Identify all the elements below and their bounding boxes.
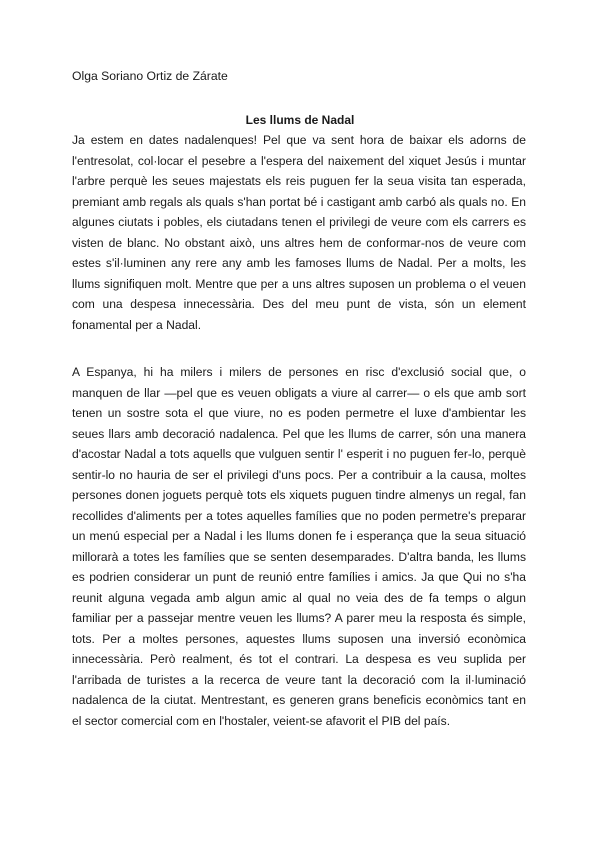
author-name: Olga Soriano Ortiz de Zárate	[72, 69, 228, 83]
paragraph-1: Ja estem en dates nadalenques! Pel que va sent hora de baixar els adorns de l'entresolat, col·locar el pesebre a l'espera del naixement del xiquet Jesús i muntar l'arbre perquè les seues majestats els reis puguen fer la seua visita tan esperada, premiant amb regals als quals s'han portat bé i castigant amb carbó als quals no. En algunes ciutats i pobles, els ciutadans tenen el privilegi de veure com els carrers es visten de blanc. No obstant això, uns altres hem de conformar-nos de veure com estes s'il·luminen any rere any amb les famoses llums de Nadal. Per a molts, les llums signifiquen molt. Mentre que per a uns altres suposen un problema o el veuen com una despesa innecessària. Des del meu punt de vista, són un element fonamental per a Nadal.	[72, 133, 526, 332]
document-title: Les llums de Nadal	[245, 113, 355, 127]
paragraph-2: A Espanya, hi ha milers i milers de persones en risc d'exclusió social que, o manquen de llar —pel que es veuen obligats a viure al carrer— o els que amb sort tenen un sostre sota el que viure, no es poden permetre el luxe d'ambientar les seues llars amb decoració nadalenca. Pel que les llums de carrer, són una manera d'acostar Nadal a tots aquells que vulguen sentir l' esperit i no puguen fer-lo, perquè sentir-lo no hauria de ser el privilegi d'uns pocs. Per a contribuir a la causa, moltes persones donen joguets perquè tots els xiquets puguen tindre almenys un regal, fan recollides d'aliments per a totes aquelles famílies que no poden permetre's preparar un menú especial per a Nadal i les llums donen fe i esperança que la seua situació millorarà a totes les famílies que se senten desemparades. D'altra banda, les llums es podrien considerar un punt de reunió entre famílies i amics. Ja que Qui no s'ha reunit alguna vegada amb algun amic al qual no veia des de fa temps o algun familiar per a passejar mentre veuen les llums? A parer meu la resposta és simple, tots. Per a moltes persones, aquestes llums suposen una inversió econòmica innecessària. Però realment, és tot el contrari. La despesa es veu suplida per l'arribada de turistes a la recerca de veure tant la decoració com la il·luminació nadalenca de la ciutat. Mentrestant, es generen grans beneficis econòmics tant en el sector comercial com en l'hostaler, veient-se afavorit el PIB del país.	[72, 365, 526, 728]
